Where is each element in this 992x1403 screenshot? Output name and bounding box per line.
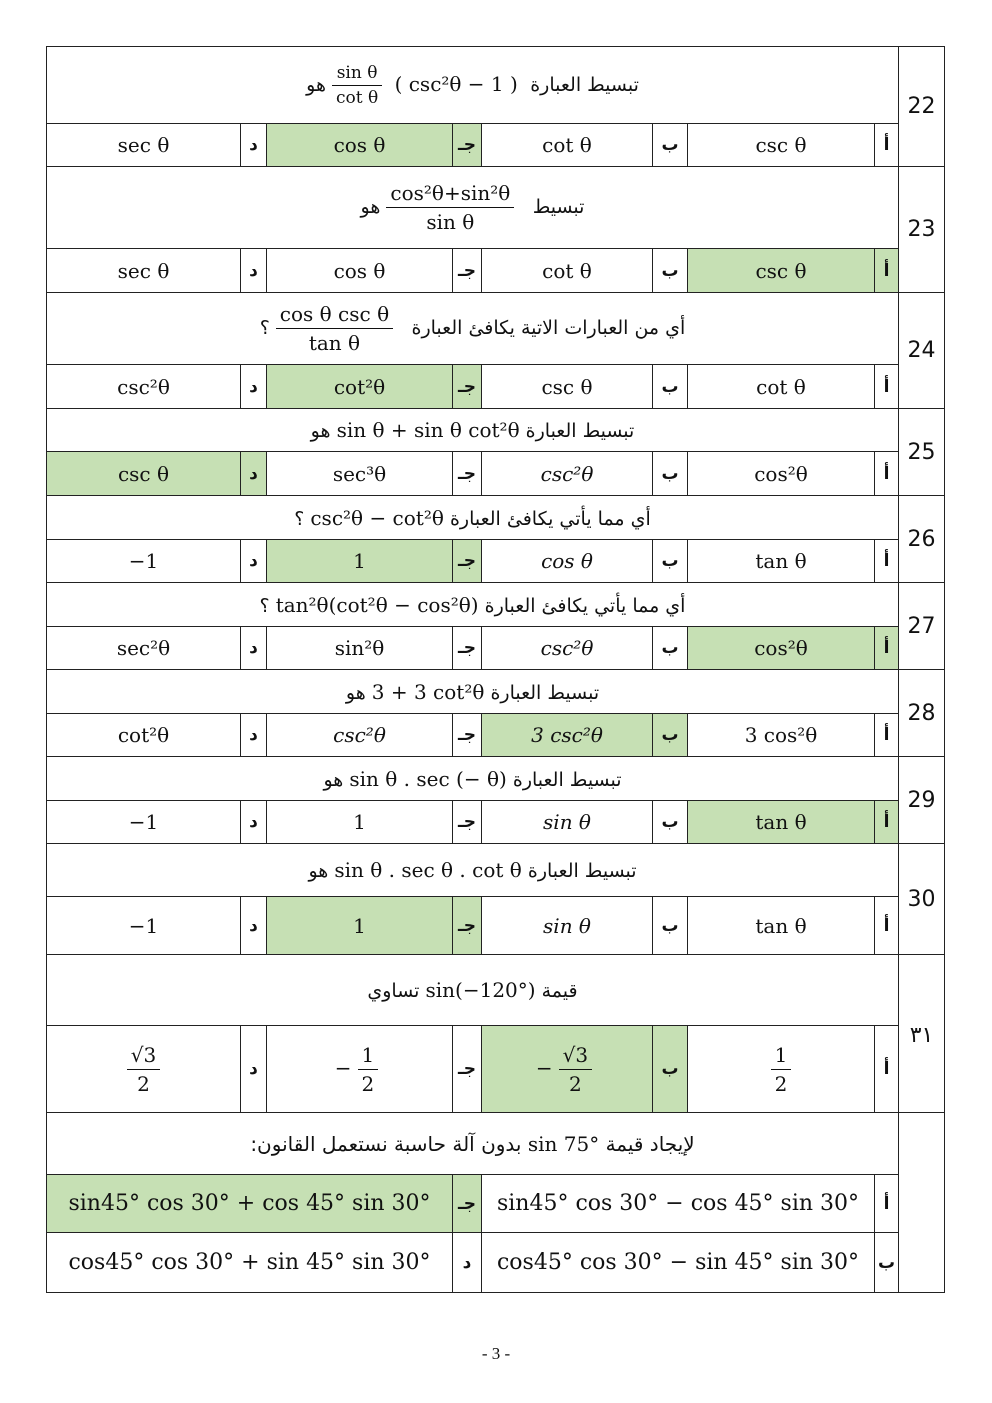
option-label: د: [241, 627, 267, 670]
stem-suffix: ؟: [259, 317, 270, 339]
question-number: 30: [899, 844, 945, 955]
option-c-correct[interactable]: 1: [267, 540, 453, 583]
stem-prefix: تبسيط العبارة: [512, 768, 622, 791]
question-27-options-row: [47, 627, 945, 670]
option-label: أ: [875, 714, 899, 757]
option-a[interactable]: tan θ: [688, 540, 875, 583]
option-fraction: [358, 1043, 379, 1096]
stem-expr: tan²θ(cot²θ − cos²θ): [275, 592, 479, 617]
question-23-stem-row: [47, 167, 945, 249]
option-label: د: [241, 897, 267, 955]
option-a[interactable]: 3 cos²θ: [688, 714, 875, 757]
option-a[interactable]: cos²θ: [688, 452, 875, 496]
fraction-denominator: 2: [569, 1071, 582, 1096]
option-b-correct[interactable]: [482, 1026, 653, 1113]
stem-prefix: تبسيط العبارة: [530, 73, 639, 96]
option-a[interactable]: tan θ: [688, 897, 875, 955]
stem-prefix: قيمة: [541, 980, 578, 1002]
question-number: 28: [899, 670, 945, 757]
option-a-correct[interactable]: csc θ: [688, 249, 875, 293]
question-stem: [47, 583, 899, 627]
stem-expression: [380, 181, 526, 234]
option-label: د: [241, 801, 267, 844]
fraction-denominator: tan θ: [308, 331, 361, 355]
stem-expression: [270, 302, 406, 355]
question-stem: [47, 670, 899, 714]
fraction-denominator: 2: [774, 1071, 788, 1096]
option-label: أ: [875, 365, 899, 409]
fraction-numerator: √3: [127, 1043, 160, 1070]
stem-suffix: هو: [345, 681, 366, 704]
option-a-correct[interactable]: cos²θ: [688, 627, 875, 670]
fraction-numerator: sin θ: [332, 63, 382, 86]
option-c[interactable]: sec³θ: [267, 452, 453, 496]
stem-suffix: ؟: [294, 507, 305, 530]
fraction-sign: −: [535, 1055, 553, 1080]
question-stem: [47, 955, 899, 1026]
option-fraction: [127, 1043, 160, 1096]
option-text: csc²θ: [540, 461, 594, 486]
option-b[interactable]: cot θ: [482, 124, 653, 167]
option-label: د: [241, 365, 267, 409]
page-number: - 3 -: [481, 1344, 511, 1363]
question-stem: [47, 844, 899, 897]
question-stem: [47, 293, 899, 365]
option-text: cos θ: [541, 549, 593, 573]
option-d[interactable]: sec θ: [47, 124, 241, 167]
option-d[interactable]: cos45° cos 30° + sin 45° sin 30°: [47, 1233, 453, 1293]
option-c[interactable]: cos θ: [267, 249, 453, 293]
question-25-options-row: [47, 452, 945, 496]
option-text: csc²θ: [333, 723, 386, 747]
option-label: د: [241, 249, 267, 293]
stem-prefix: أي من العبارات الاتية يكافئ العبارة: [411, 317, 686, 339]
option-label: د: [241, 124, 267, 167]
question-31-stem-row: [47, 955, 945, 1026]
option-b[interactable]: cos45° cos 30° − sin 45° sin 30°: [482, 1233, 875, 1293]
option-label: ب: [653, 365, 688, 409]
question-number: ٣١: [899, 955, 945, 1113]
stem-suffix: هو: [306, 73, 326, 96]
option-d[interactable]: sec θ: [47, 249, 241, 293]
option-label: أ: [875, 1026, 899, 1113]
option-label: جـ: [453, 452, 482, 496]
question-number: 24: [899, 293, 945, 409]
option-text: 3 csc²θ: [531, 723, 603, 747]
fraction-numerator: √3: [559, 1043, 592, 1070]
stem-prefix: أي مما يأتي يكافئ العبارة: [449, 507, 651, 530]
option-label: جـ: [453, 897, 482, 955]
questions-table: [46, 46, 945, 1293]
stem-prefix: لإيجاد قيمة: [605, 1131, 695, 1156]
option-text: csc²θ: [540, 636, 594, 660]
question-number: [899, 1113, 945, 1293]
option-label: أ: [875, 124, 899, 167]
option-c[interactable]: [267, 714, 453, 757]
option-label: ب: [653, 897, 688, 955]
option-label: جـ: [453, 1026, 482, 1113]
option-b[interactable]: [482, 801, 653, 844]
option-label: جـ: [453, 627, 482, 670]
question-24-options-row: [47, 365, 945, 409]
question-28-options-row: [47, 714, 945, 757]
option-c-correct[interactable]: cot²θ: [267, 365, 453, 409]
stem-suffix: بدون آلة حاسبة نستعمل القانون:: [250, 1131, 522, 1156]
stem-expr: 3 + 3 cot²θ: [371, 679, 485, 704]
option-a[interactable]: sin45° cos 30° − cos 45° sin 30°: [482, 1175, 875, 1233]
stem-expr: ( csc²θ − 1 ): [394, 71, 518, 96]
option-label: أ: [875, 1175, 899, 1233]
option-label: ب: [653, 1026, 688, 1113]
stem-expression: [326, 62, 524, 108]
option-d[interactable]: −1: [47, 801, 241, 844]
question-number: 29: [899, 757, 945, 844]
fraction-denominator: 2: [361, 1071, 375, 1096]
stem-expr: sin(−120°): [425, 978, 536, 1002]
question-stem: [47, 167, 899, 249]
option-label: ب: [653, 249, 688, 293]
question-22-options-row: [47, 124, 945, 167]
option-label: ب: [653, 540, 688, 583]
option-a[interactable]: csc θ: [688, 124, 875, 167]
option-d[interactable]: sec²θ: [47, 627, 241, 670]
option-a[interactable]: cot θ: [688, 365, 875, 409]
question-25-stem-row: [47, 409, 945, 452]
option-label: جـ: [453, 249, 482, 293]
option-label: أ: [875, 452, 899, 496]
option-label: ب: [653, 124, 688, 167]
option-label: د: [241, 540, 267, 583]
option-label: ب: [653, 801, 688, 844]
question-number: 22: [899, 47, 945, 167]
stem-fraction: [332, 63, 382, 108]
question-23-options-row: [47, 249, 945, 293]
stem-prefix: تبسيط: [532, 196, 585, 218]
option-label: جـ: [453, 714, 482, 757]
option-label: جـ: [453, 365, 482, 409]
stem-expr: sin θ . sec (− θ): [349, 766, 507, 791]
stem-suffix: هو: [360, 196, 381, 218]
option-label: جـ: [453, 1175, 482, 1233]
option-a[interactable]: [688, 1026, 875, 1113]
option-label: أ: [875, 627, 899, 670]
question-26-options-row: [47, 540, 945, 583]
question-29-stem-row: [47, 757, 945, 801]
question-30-stem-row: [47, 844, 945, 897]
option-c[interactable]: 1: [267, 801, 453, 844]
stem-expr: sin θ . sec θ . cot θ: [334, 858, 522, 882]
option-b[interactable]: cot θ: [482, 249, 653, 293]
option-c-correct[interactable]: 1: [267, 897, 453, 955]
question-22-stem-row: [47, 47, 945, 124]
option-d[interactable]: −1: [47, 540, 241, 583]
question-31-options-row: [47, 1026, 945, 1113]
question-stem: [47, 47, 899, 124]
option-label: جـ: [453, 801, 482, 844]
question-30-options-row: [47, 897, 945, 955]
option-label: د: [453, 1233, 482, 1293]
stem-suffix: ؟: [259, 594, 270, 617]
option-fraction: [559, 1043, 592, 1096]
stem-prefix: أي مما يأتي يكافئ العبارة: [484, 594, 686, 617]
option-b-correct[interactable]: [482, 714, 653, 757]
question-sheet: [46, 46, 944, 1293]
question-27-stem-row: [47, 583, 945, 627]
fraction-numerator: 1: [771, 1043, 792, 1070]
option-label: أ: [875, 801, 899, 844]
option-label: د: [241, 1026, 267, 1113]
stem-expr: sin 75°: [527, 1131, 600, 1156]
question-stem: [47, 409, 899, 452]
option-b[interactable]: [482, 540, 653, 583]
stem-prefix: تبسيط العبارة: [490, 681, 600, 704]
stem-suffix: هو: [308, 860, 329, 882]
option-b[interactable]: [482, 452, 653, 496]
stem-suffix: هو: [323, 768, 344, 791]
option-d-correct[interactable]: csc θ: [47, 452, 241, 496]
option-d[interactable]: [47, 1026, 241, 1113]
fraction-numerator: cos²θ+sin²θ: [386, 181, 514, 208]
question-stem: [47, 757, 899, 801]
fraction-denominator: 2: [137, 1071, 150, 1096]
option-text: sin θ: [543, 913, 591, 938]
option-label: د: [241, 452, 267, 496]
stem-prefix: تبسيط العبارة: [525, 420, 635, 442]
option-label: د: [241, 714, 267, 757]
question-32-options-row-2: [47, 1233, 945, 1293]
option-label: جـ: [453, 540, 482, 583]
option-a-correct[interactable]: tan θ: [688, 801, 875, 844]
option-c-correct[interactable]: cos θ: [267, 124, 453, 167]
question-stem: [47, 1113, 899, 1175]
option-label: أ: [875, 540, 899, 583]
stem-prefix: تبسيط العبارة: [527, 860, 637, 882]
fraction-sign: −: [334, 1055, 352, 1080]
option-label: ب: [653, 452, 688, 496]
option-label: جـ: [453, 124, 482, 167]
option-label: أ: [875, 249, 899, 293]
option-label: ب: [653, 714, 688, 757]
question-28-stem-row: [47, 670, 945, 714]
option-b[interactable]: [482, 897, 653, 955]
option-d[interactable]: cot²θ: [47, 714, 241, 757]
question-number: 27: [899, 583, 945, 670]
option-label: ب: [653, 627, 688, 670]
fraction-denominator: sin θ: [426, 210, 475, 234]
stem-expr: csc²θ − cot²θ: [310, 505, 444, 530]
question-number: 26: [899, 496, 945, 583]
option-d[interactable]: csc²θ: [47, 365, 241, 409]
option-c[interactable]: [267, 1026, 453, 1113]
question-29-options-row: [47, 801, 945, 844]
option-label: ب: [875, 1233, 899, 1293]
option-fraction: [771, 1043, 792, 1096]
option-c[interactable]: sin²θ: [267, 627, 453, 670]
stem-expr: sin θ + sin θ cot²θ: [336, 418, 520, 442]
question-number: 25: [899, 409, 945, 496]
option-d[interactable]: −1: [47, 897, 241, 955]
fraction-denominator: cot θ: [335, 87, 379, 108]
stem-suffix: هو: [310, 420, 331, 442]
question-32-options-row-1: [47, 1175, 945, 1233]
fraction-numerator: 1: [358, 1043, 379, 1070]
question-number: 23: [899, 167, 945, 293]
option-c-correct[interactable]: sin45° cos 30° + cos 45° sin 30°: [47, 1175, 453, 1233]
question-stem: [47, 496, 899, 540]
fraction-numerator: cos θ csc θ: [276, 302, 393, 329]
question-26-stem-row: [47, 496, 945, 540]
stem-suffix: تساوي: [367, 980, 420, 1002]
stem-fraction: [386, 181, 514, 234]
stem-fraction: [276, 302, 393, 355]
option-text: sin θ: [543, 810, 591, 834]
question-32-stem-row: [47, 1113, 945, 1175]
option-b[interactable]: [482, 627, 653, 670]
question-24-stem-row: [47, 293, 945, 365]
option-label: أ: [875, 897, 899, 955]
option-b[interactable]: csc θ: [482, 365, 653, 409]
